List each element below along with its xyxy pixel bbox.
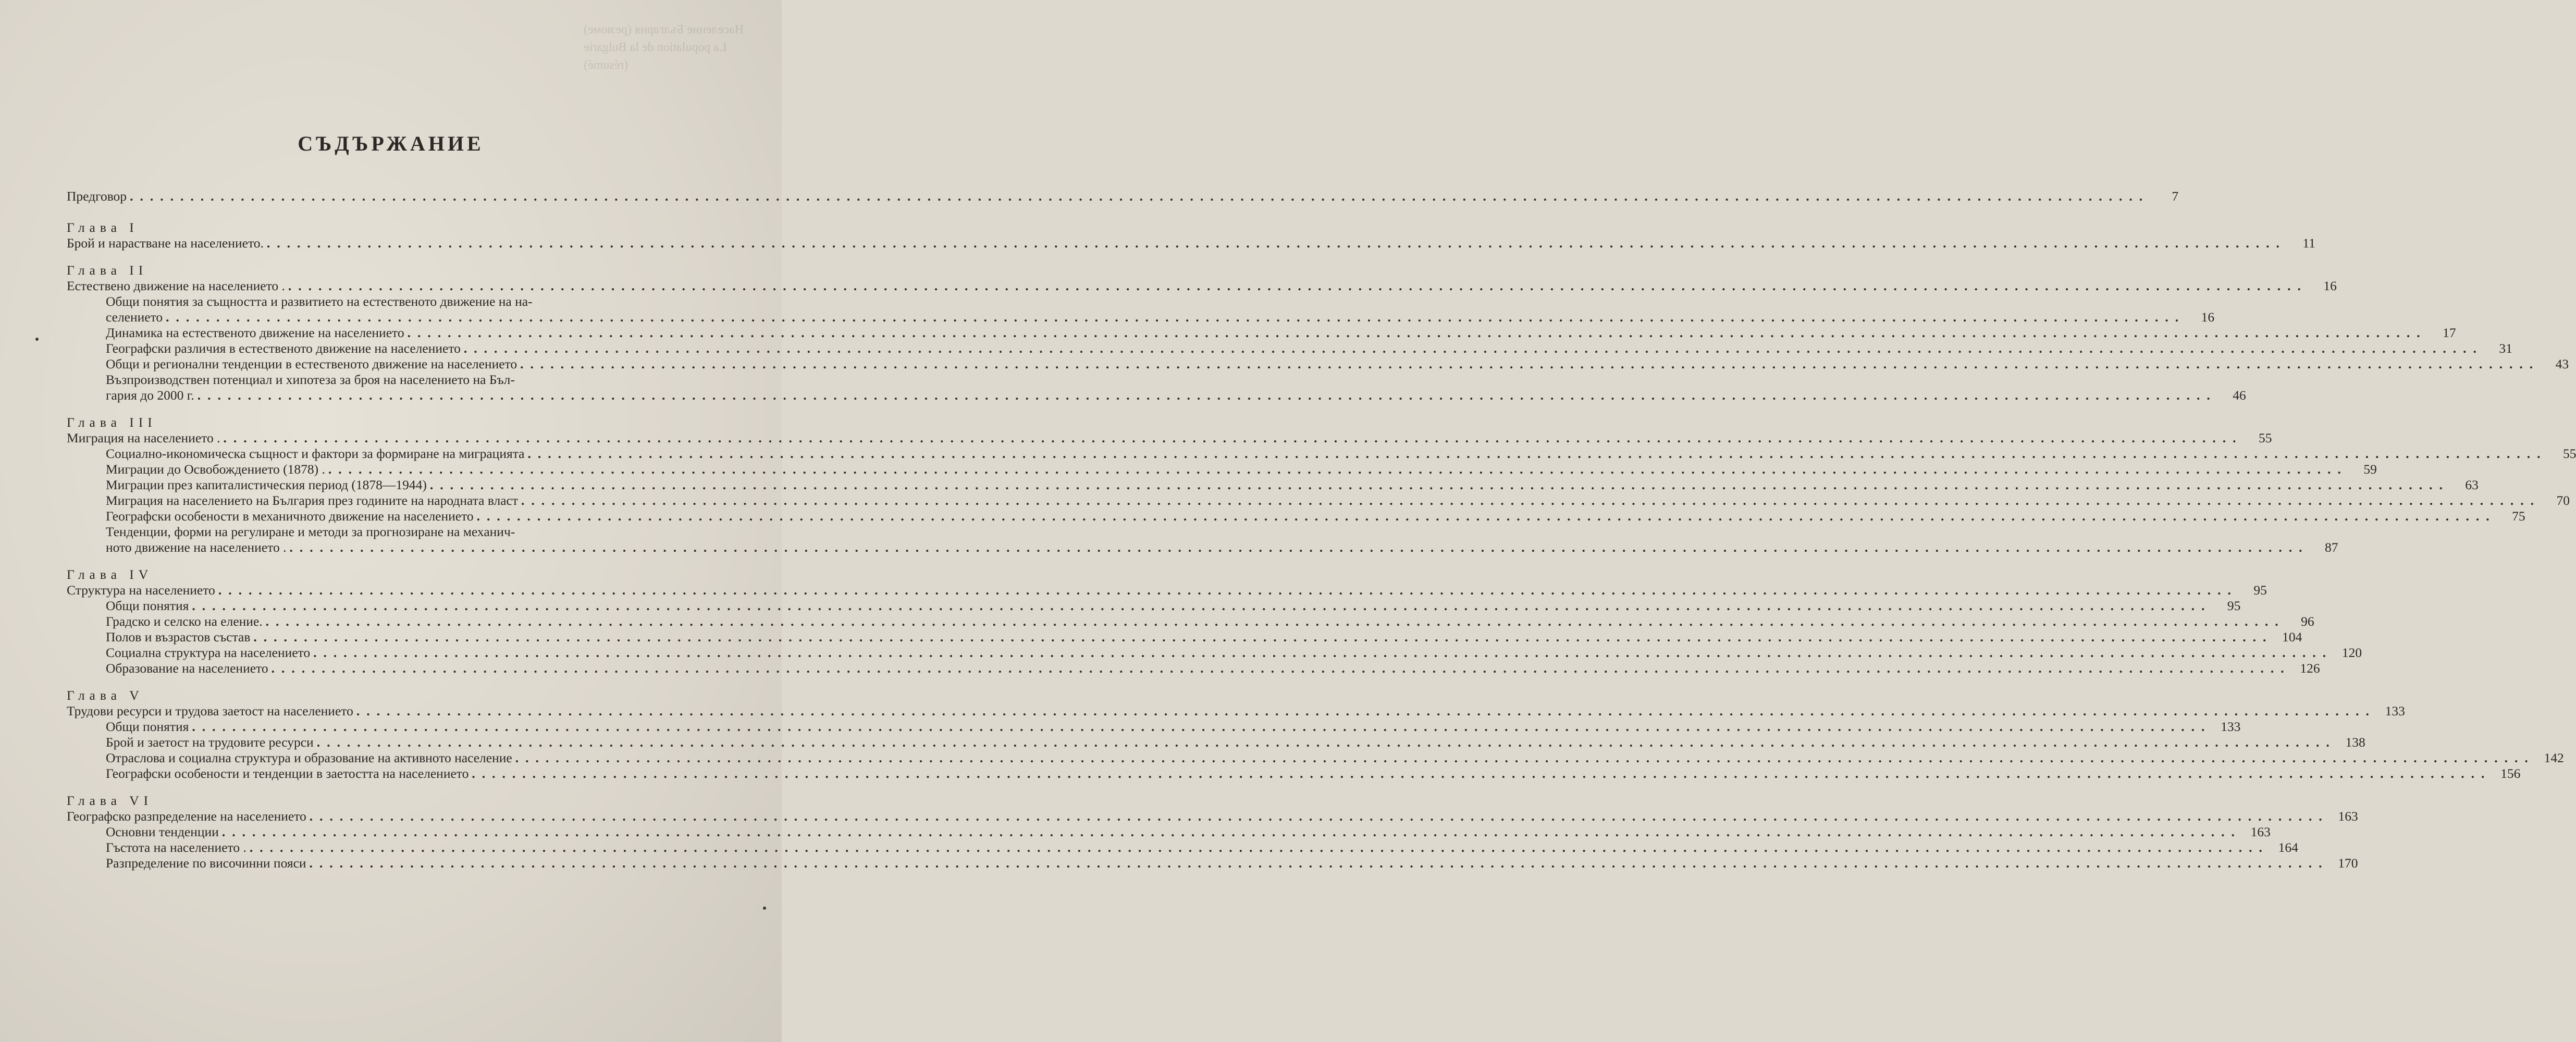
dot-leader: ........................................................................................................................................................................................................ (472, 766, 2492, 781)
bleed-through-text (584, 21, 771, 74)
dot-leader: ........................................................................................................................................................................................................ (271, 661, 2291, 676)
toc-page-number: 55 (2562, 446, 2576, 461)
chapter-heading: Глава V (67, 688, 144, 703)
toc-entry-label: Структура на населението (67, 582, 215, 598)
toc-entry-label: Миграции през капиталистическия период (1878—1944) (106, 477, 427, 492)
toc-page-number: 142 (2544, 750, 2564, 765)
toc-page-number: 163 (2338, 809, 2358, 824)
dot-leader: ........................................................................................................................................................................................................ (476, 508, 2496, 524)
toc-entry-label: Динамика на естественото движение на населението (106, 325, 404, 340)
toc-entry-chapter[interactable] (67, 703, 2405, 719)
toc-entry-label: ното движение на населението . (106, 540, 287, 555)
chapter-heading: Глава II (67, 263, 148, 278)
toc-page-number: 163 (2250, 824, 2271, 839)
toc-page-number: 75 (2512, 508, 2525, 524)
toc-entry-label: Миграция на населението на България през годините на народната власт (106, 493, 519, 508)
toc-entry-section[interactable] (67, 824, 2271, 840)
toc-entry-section-cont[interactable] (67, 540, 2338, 555)
toc-page-number: 59 (2363, 462, 2377, 477)
dot-leader: ........................................................................................................................................................................................................ (328, 462, 2348, 477)
chapter-heading: Глава I (67, 220, 139, 235)
toc-entry-section[interactable] (67, 661, 2320, 676)
toc-page-number: 43 (2555, 356, 2569, 371)
toc-entry-section[interactable] (67, 493, 2570, 508)
toc-entry-section[interactable] (67, 614, 2314, 629)
dot-leader: ........................................................................................................................................................................................................ (166, 309, 2186, 325)
toc-entry-label: Полов и възрастов състав (106, 629, 251, 644)
toc-entry-section[interactable]: Тенденции, форми на регулиране и методи за прогнозиране на механич- (106, 524, 515, 539)
toc-entry-section[interactable] (67, 356, 2569, 372)
toc-entry-label: Географско разпределение на населението (67, 809, 306, 824)
paper-speck (763, 907, 766, 910)
toc-entry-label: Отраслова и социална структура и образование на активното население (106, 750, 512, 765)
dot-leader: ........................................................................................................................................................................................................ (309, 809, 2329, 824)
toc-entry-chapter[interactable] (67, 278, 2337, 294)
toc-page-number: 55 (2258, 430, 2272, 445)
chapter-heading: Глава III (67, 415, 157, 430)
page-title: СЪДЪРЖАНИЕ (298, 132, 484, 155)
dot-leader: ........................................................................................................................................................................................................ (309, 855, 2329, 871)
toc-entry-label: Трудови ресурси и трудова заетост на населението (67, 703, 353, 718)
toc-entry-section[interactable] (67, 645, 2362, 661)
toc-entry-section[interactable]: Възпроизводствен потенциал и хипотеза за броя на населението на Бъл- (106, 372, 515, 387)
toc-entry-label: Географски особености и тенденции в заетостта на населението (106, 766, 469, 781)
toc-entry-chapter[interactable] (67, 809, 2358, 824)
toc-page-number: 120 (2341, 645, 2362, 660)
toc-page-number: 31 (2499, 341, 2512, 356)
dot-leader: ........................................................................................................................................................................................................ (521, 493, 2541, 508)
toc-entry-section[interactable] (67, 477, 2479, 493)
toc-entry-label: Общи понятия (106, 719, 189, 734)
toc-entry-label: Гъстота на населението . (106, 840, 246, 855)
toc-entry-section[interactable] (67, 766, 2521, 782)
toc-entry-section-cont[interactable] (67, 309, 2215, 325)
dot-leader: ........................................................................................................................................................................................................ (221, 824, 2241, 839)
dot-leader: ........................................................................................................................................................................................................ (463, 341, 2483, 356)
dot-leader: ........................................................................................................................................................................................................ (289, 540, 2309, 555)
dot-leader: ........................................................................................................................................................................................................ (313, 645, 2333, 660)
toc-entry-label: Миграции до Освобождението (1878) . (106, 462, 325, 477)
toc-entry-label: Общи понятия (106, 598, 189, 613)
toc-page-number: 133 (2221, 719, 2241, 734)
dot-leader: ........................................................................................................................................................................................................ (515, 750, 2535, 765)
toc-page-number: 104 (2282, 629, 2302, 644)
chapter-heading: Глава IV (67, 567, 153, 582)
dot-leader: ........................................................................................................................................................................................................ (266, 235, 2286, 251)
toc-entry-section[interactable] (67, 598, 2241, 614)
toc-entry-section[interactable] (67, 446, 2576, 462)
toc-page-number: 17 (2443, 325, 2456, 340)
toc-entry-section[interactable]: Общи понятия за същността и развитието на естественото движение на на- (106, 294, 533, 309)
toc-page-number: 156 (2500, 766, 2521, 781)
toc-entry-section[interactable] (67, 840, 2298, 855)
toc-entry-label: Социална структура на населението (106, 645, 311, 660)
dot-leader: ........................................................................................................................................................................................................ (265, 614, 2285, 629)
dot-leader: ........................................................................................................................................................................................................ (356, 703, 2376, 718)
dot-leader: ........................................................................................................................................................................................................ (130, 189, 2150, 204)
toc-entry-section[interactable] (67, 719, 2241, 735)
toc-entry-label: Предговор (67, 189, 127, 204)
toc-page-number: 16 (2201, 309, 2215, 325)
toc-entry-chapter[interactable] (67, 430, 2272, 446)
paper-speck (35, 338, 39, 341)
toc-entry-section-cont[interactable] (67, 388, 2246, 403)
dot-leader: ........................................................................................................................................................................................................ (218, 582, 2238, 598)
toc-entry-chapter[interactable] (67, 235, 2315, 251)
chapter-heading: Глава VI (67, 793, 153, 808)
toc-page-number: 70 (2556, 493, 2570, 508)
toc-page-number: 95 (2227, 598, 2241, 613)
dot-leader: ........................................................................................................................................................................................................ (407, 325, 2427, 340)
toc-entry-section[interactable] (67, 750, 2564, 766)
toc-entry-section[interactable] (67, 341, 2512, 356)
dot-leader: ........................................................................................................................................................................................................ (253, 629, 2273, 644)
dot-leader: ........................................................................................................................................................................................................ (316, 735, 2336, 750)
bleed-line: Население България (резюме) (584, 23, 744, 36)
toc-page-number: 16 (2323, 278, 2337, 293)
dot-leader: ........................................................................................................................................................................................................ (249, 840, 2269, 855)
toc-entry-label: Брой и заетост на трудовите ресурси (106, 735, 314, 750)
dot-leader: ........................................................................................................................................................................................................ (527, 446, 2547, 461)
toc-page-number: 11 (2302, 235, 2315, 251)
table-of-contents (67, 189, 2576, 871)
toc-entry-label: Разпределение по височинни пояси (106, 855, 306, 871)
dot-leader: ........................................................................................................................................................................................................ (288, 278, 2308, 293)
toc-entry-label: Географски особености в механичното движение на населението (106, 508, 474, 524)
toc-entry-preface[interactable] (67, 189, 2179, 204)
toc-entry-section[interactable] (67, 629, 2302, 645)
toc-entry-label: Миграция на населението . (67, 430, 220, 445)
toc-page-number: 133 (2385, 703, 2405, 718)
toc-entry-section[interactable] (67, 462, 2377, 477)
toc-page-number: 7 (2172, 189, 2179, 204)
toc-page-number: 87 (2324, 540, 2338, 555)
dot-leader: ........................................................................................................................................................................................................ (429, 477, 2449, 492)
toc-entry-label: Общи и регионални тенденции в естественото движение на населението (106, 356, 517, 371)
toc-entry-section[interactable] (67, 508, 2525, 524)
toc-entry-label: Географски различия в естественото движение на населението (106, 341, 461, 356)
dot-leader: ........................................................................................................................................................................................................ (520, 356, 2540, 371)
dot-leader: ........................................................................................................................................................................................................ (192, 719, 2212, 734)
dot-leader: ........................................................................................................................................................................................................ (197, 388, 2217, 403)
toc-entry-label: Градско и селско на еление. (106, 614, 263, 629)
toc-page-number: 126 (2300, 661, 2320, 676)
toc-page-number: 95 (2253, 582, 2267, 598)
dot-leader: ........................................................................................................................................................................................................ (223, 430, 2243, 445)
toc-entry-label: селението (106, 309, 163, 325)
toc-entry-label: гария до 2000 г. (106, 388, 194, 403)
toc-entry-label: Образование на населението (106, 661, 268, 676)
toc-entry-section[interactable] (67, 735, 2365, 750)
bleed-line: La population de la Bulgarie (résumé) (584, 41, 727, 72)
toc-page-number: 46 (2233, 388, 2246, 403)
dot-leader: ........................................................................................................................................................................................................ (192, 598, 2212, 613)
toc-entry-section[interactable] (67, 855, 2358, 871)
toc-page-number: 63 (2465, 477, 2479, 492)
toc-entry-label: Основни тенденции (106, 824, 219, 839)
toc-entry-chapter[interactable] (67, 582, 2267, 598)
toc-page-number: 138 (2345, 735, 2365, 750)
toc-page-number: 170 (2338, 855, 2358, 871)
toc-page-number: 96 (2301, 614, 2314, 629)
toc-entry-label: Брой и нарастване на населението. (67, 235, 264, 251)
toc-page-number: 164 (2278, 840, 2298, 855)
toc-entry-label: Естествено движение на населението . (67, 278, 285, 293)
toc-entry-section[interactable] (67, 325, 2456, 341)
toc-entry-label: Социално-икономическа същност и фактори за формиране на миграцията (106, 446, 525, 461)
